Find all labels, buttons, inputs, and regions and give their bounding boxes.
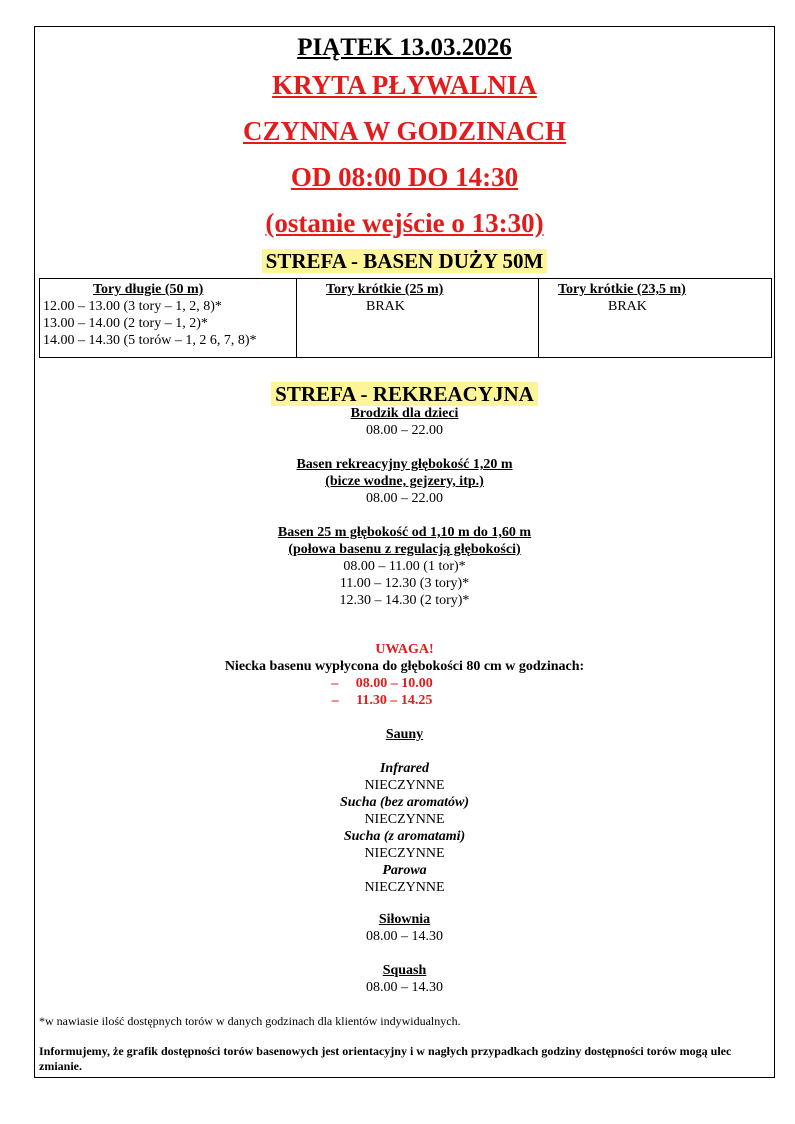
saunas-section xyxy=(35,726,774,896)
lanes-table xyxy=(39,278,772,358)
sauna-name: Parowa xyxy=(382,863,427,878)
long-lanes-cell xyxy=(40,279,297,358)
gym-hours: 08.00 – 14.30 xyxy=(366,929,443,944)
short-lanes-25-cell xyxy=(297,279,539,358)
recreation-section xyxy=(35,405,774,609)
notice-title: UWAGA! xyxy=(375,642,434,657)
long-lane-row: 12.00 – 13.00 (3 tory – 1, 2, 8)* xyxy=(43,299,222,314)
short-lanes-235-header: Tory krótkie (23,5 m) xyxy=(558,282,686,297)
short-lanes-25-value: BRAK xyxy=(366,299,405,314)
kids-pool-title: Brodzik dla dzieci xyxy=(350,406,459,421)
long-lane-row: 14.00 – 14.30 (5 torów – 1, 2 6, 7, 8)* xyxy=(43,333,257,348)
sauna-status: NIECZYNNE xyxy=(364,846,445,861)
sauna-status: NIECZYNNE xyxy=(364,778,445,793)
notice-time: – 11.30 – 14.25 xyxy=(331,693,433,708)
pool-25-slot: 11.00 – 12.30 (3 tory)* xyxy=(339,576,470,591)
open-label: CZYNNA W GODZINACH xyxy=(242,116,567,146)
info-footnote: Informujemy, że grafik dostępności torów basenowych jest orientacyjny i w nagłych przypadkach godziny dostępności torów mogą ulec zmianie. xyxy=(39,1044,732,1073)
asterisk-footnote: *w nawiasie ilość dostępnych torów w danych godzinach dla klientów indywidualnych. xyxy=(39,1014,461,1028)
long-lane-row: 13.00 – 14.00 (2 tory – 1, 2)* xyxy=(43,316,208,331)
pool-25-slot: 12.30 – 14.30 (2 tory)* xyxy=(339,593,470,608)
date-heading: PIĄTEK 13.03.2026 xyxy=(297,34,512,61)
pool-25-title: Basen 25 m głębokość od 1,10 m do 1,60 m xyxy=(277,525,532,540)
squash-title: Squash xyxy=(382,963,427,978)
short-lanes-235-cell xyxy=(539,279,772,358)
long-lanes-header: Tory długie (50 m) xyxy=(93,282,204,297)
notice-section xyxy=(35,641,774,709)
pool-25-subtitle: (połowa basenu z regulacją głębokości) xyxy=(288,542,521,557)
pool-title: KRYTA PŁYWALNIA xyxy=(272,70,537,100)
kids-pool-hours: 08.00 – 22.00 xyxy=(366,423,443,438)
sauna-name: Sucha (z aromatami) xyxy=(343,829,466,844)
sauna-name: Infrared xyxy=(379,761,429,776)
rec-pool-title: Basen rekreacyjny głębokość 1,20 m xyxy=(296,457,513,472)
squash-section xyxy=(35,962,774,996)
notice-text: Niecka basenu wypłycona do głębokości 80 cm w godzinach: xyxy=(224,659,585,674)
sauna-status: NIECZYNNE xyxy=(364,812,445,827)
gym-section xyxy=(35,911,774,945)
rec-pool-subtitle: (bicze wodne, gejzery, itp.) xyxy=(325,474,484,489)
gym-title: Siłownia xyxy=(378,912,431,927)
sauna-name: Sucha (bez aromatów) xyxy=(339,795,470,810)
saunas-title: Sauny xyxy=(385,727,424,742)
recreation-zone-title: STREFA - REKREACYJNA xyxy=(35,382,774,406)
big-pool-zone-title: STREFA - BASEN DUŻY 50M xyxy=(35,249,774,273)
short-lanes-25-header: Tory krótkie (25 m) xyxy=(326,282,444,297)
sauna-status: NIECZYNNE xyxy=(364,880,445,895)
rec-pool-hours: 08.00 – 22.00 xyxy=(366,491,443,506)
notice-time: – 08.00 – 10.00 xyxy=(331,676,433,691)
last-entry: (ostanie wejście o 13:30) xyxy=(265,208,544,238)
schedule-frame xyxy=(34,26,775,1078)
squash-hours: 08.00 – 14.30 xyxy=(366,980,443,995)
opening-hours: OD 08:00 DO 14:30 xyxy=(290,162,519,192)
short-lanes-235-value: BRAK xyxy=(608,299,647,314)
pool-25-slot: 08.00 – 11.00 (1 tor)* xyxy=(343,559,466,574)
